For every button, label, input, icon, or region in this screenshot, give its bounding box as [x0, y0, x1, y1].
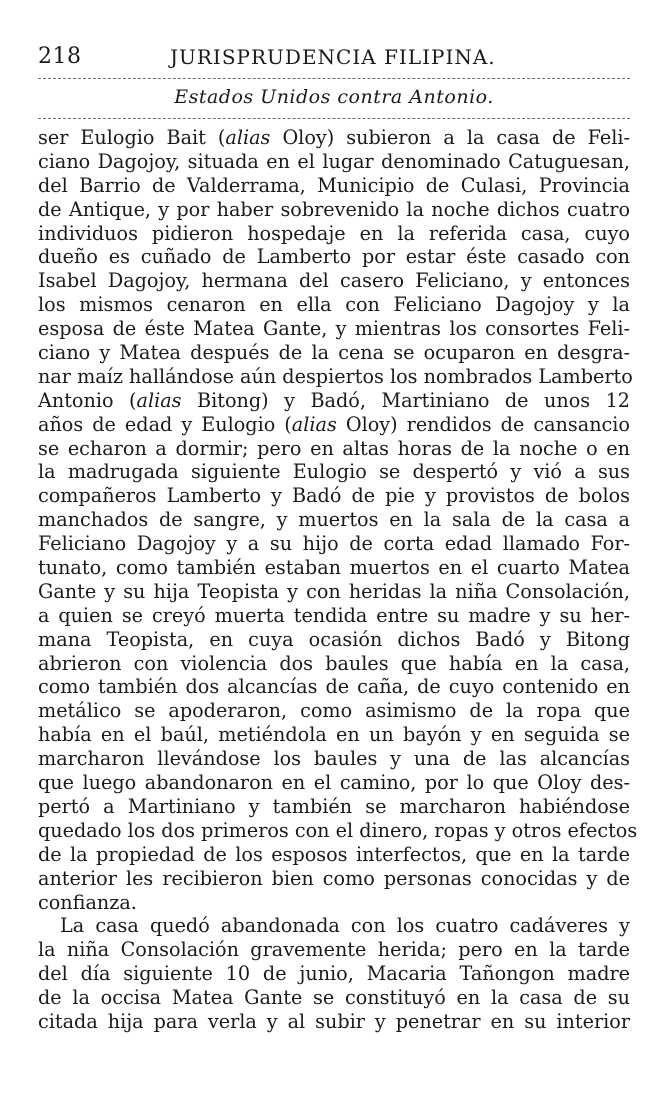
text-line: anterior les recibieron bien como personas conocidas y de	[38, 866, 630, 890]
header-rule-bottom	[38, 118, 630, 119]
paragraph-start-line: La casa quedó abandonada con los cuatro cadáveres y	[60, 914, 630, 938]
text-line: dueño es cuñado de Lamberto por estar éste casado con	[38, 245, 630, 269]
text-line: ciano y Matea después de la cena se ocuparon en desgra-	[38, 341, 630, 365]
text-line: Feliciano Dagojoy y a su hijo de corta edad llamado For-	[38, 532, 630, 556]
text-line: que luego abandonaron en el camino, por lo que Oloy des-	[38, 771, 630, 795]
text-line: como también dos alcancías de caña, de cuyo contenido en	[38, 675, 630, 699]
running-title: JURISPRUDENCIA FILIPINA.	[170, 45, 496, 69]
text-line: esposa de éste Matea Gante, y mientras los consortes Feli-	[38, 317, 630, 341]
text-line: había en el baúl, metiéndola en un bayón y en seguida se	[38, 723, 630, 747]
text-line: Gante y su hija Teopista y con heridas la niña Consolación,	[38, 579, 630, 603]
text-line: Antonio (alias Bitong) y Badó, Martiniano de unos 12	[38, 388, 631, 412]
case-title: Estados Unidos contra Antonio.	[174, 86, 494, 108]
text-line: ser Eulogio Bait (alias Oloy) subieron a la casa de Feli-	[38, 126, 630, 149]
text-line: tunato, como también estaban muertos en el cuarto Matea	[38, 556, 630, 580]
text-line: metálico se apoderaron, como asimismo de la ropa que	[38, 699, 630, 723]
text-line: los mismos cenaron en ella con Feliciano Dagojoy y la	[38, 293, 630, 317]
text-line: mana Teopista, en cuya ocasión dichos Badó y Bitong	[38, 627, 630, 651]
text-line: de Antique, y por haber sobrevenido la noche dichos cuatro	[38, 197, 630, 221]
text-line: la madrugada siguiente Eulogio se despertó y vió a sus	[38, 460, 630, 484]
text-line: compañeros Lamberto y Badó de pie y provistos de bolos	[38, 484, 630, 508]
text-line: a quien se creyó muerta tendida entre su madre y su her-	[38, 603, 630, 627]
header-rule-top	[38, 78, 630, 79]
text-line: de la occisa Matea Gante se constituyó en la casa de su	[38, 986, 630, 1010]
text-line: la niña Consolación gravemente herida; pero en la tarde	[38, 938, 630, 962]
page-header	[38, 44, 630, 74]
text-line: citada hija para verla y al subir y penetrar en su interior	[38, 1009, 630, 1033]
text-line: quedado los dos primeros con el dinero, ropas y otros efectos	[38, 818, 638, 842]
text-line: ciano Dagojoy, situada en el lugar denominado Catuguesan,	[38, 149, 630, 173]
text-line: del día siguiente 10 de junio, Macaria Tañongon madre	[38, 962, 630, 986]
text-line: de la propiedad de los esposos interfectos, que en la tarde	[38, 842, 630, 866]
text-line: nar maíz hallándose aún despiertos los nombrados Lamberto	[38, 364, 633, 388]
text-line: abrieron con violencia dos baules que había en la casa,	[38, 651, 630, 675]
text-line: manchados de sangre, y muertos en la sala de la casa a	[38, 508, 630, 532]
text-line: marcharon llevándose los baules y una de las alcancías	[38, 747, 630, 771]
paragraph-end-line: confianza.	[38, 890, 137, 914]
body-text	[38, 126, 638, 1034]
text-line: pertó a Martiniano y también se marcharon habiéndose	[38, 794, 630, 818]
text-line: del Barrio de Valderrama, Municipio de Culasi, Provincia	[38, 173, 630, 197]
text-line: individuos pidieron hospedaje en la referida casa, cuyo	[38, 221, 630, 245]
text-line: se echaron a dormir; pero en altas horas de la noche o en	[38, 436, 630, 460]
text-line: años de edad y Eulogio (alias Oloy) rendidos de cansancio	[38, 412, 630, 436]
page-number: 218	[38, 44, 82, 69]
text-line: Isabel Dagojoy, hermana del casero Feliciano, y entonces	[38, 269, 630, 293]
